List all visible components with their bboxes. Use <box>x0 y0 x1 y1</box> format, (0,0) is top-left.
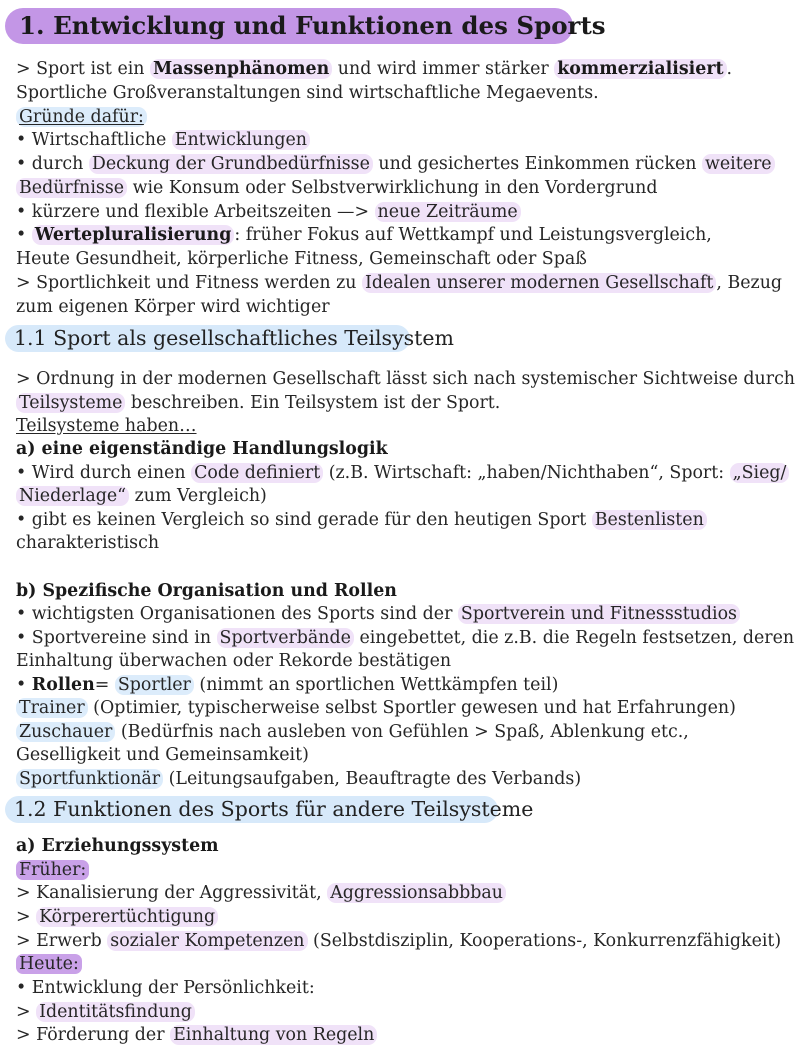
text: > Sport ist ein <box>16 59 151 79</box>
s1-line-16: Geselligkeit und Gemeinsamkeit) <box>16 745 309 765</box>
highlight-term: Einhaltung von Regeln <box>170 1025 377 1045</box>
intro-line-11: zum eigenen Körper wird wichtiger <box>16 297 330 317</box>
s2-line-6 <box>16 953 740 977</box>
highlight-term: Entwicklungen <box>172 130 310 150</box>
highlight-term: Niederlage“ <box>16 486 129 506</box>
intro-line-1 <box>16 58 740 82</box>
text: beschreiben. Ein Teilsystem ist der Sport. <box>125 393 501 413</box>
s1-line-1: > Ordnung in der modernen Gesellschaft lässt sich nach systemischer Sichtweise durch <box>16 369 795 389</box>
s1-line-6 <box>16 485 740 509</box>
s1-line-10 <box>16 603 740 627</box>
intro-line-10 <box>16 272 783 296</box>
text: : früher Fokus auf Wettkampf und Leistungsvergleich, <box>234 225 712 245</box>
intro-line-8 <box>16 224 740 248</box>
s1-line-8: charakteristisch <box>16 533 160 553</box>
text: zum Vergleich) <box>129 486 267 506</box>
text: > <box>16 907 37 927</box>
highlight-term: Identitätsfindung <box>36 1002 195 1022</box>
text: > Förderung der <box>16 1025 171 1045</box>
reasons-label: Gründe dafür: <box>16 107 147 127</box>
highlight-term: „Sieg/ <box>730 463 790 483</box>
highlight-term: Deckung der Grundbedürfnisse <box>89 154 373 174</box>
text: (nimmt an sportlichen Wettkämpfen teil) <box>193 675 559 695</box>
text: • wichtigsten Organisationen des Sports sind der <box>16 604 458 624</box>
s1-line-3 <box>16 415 740 439</box>
highlight-term: kommerzialisiert <box>554 59 726 79</box>
highlight-term: Code definiert <box>191 463 323 483</box>
s1-line-5 <box>16 462 787 486</box>
s2-line-5 <box>16 930 782 954</box>
highlight-term: Idealen unserer modernen Gesellschaft <box>362 273 716 293</box>
text: • Wird durch einen <box>16 463 192 483</box>
highlight-term: Körperertüchtigung <box>36 907 218 927</box>
text: • <box>16 225 32 245</box>
text: • kürzere und flexible Arbeitszeiten —> <box>16 202 375 222</box>
text: • durch <box>16 154 89 174</box>
text: > Kanalisierung der Aggressivität, <box>16 883 328 903</box>
s2-line-3 <box>16 882 740 906</box>
text: = <box>94 675 115 695</box>
text: . <box>726 59 733 79</box>
s1-subheading-a: a) eine eigenständige Handlungslogik <box>16 439 388 459</box>
s2-line-8 <box>16 1001 740 1025</box>
s1-line-14 <box>16 697 740 721</box>
highlight-term: Sportverein und Fitnessstudios <box>458 604 740 624</box>
intro-line-6 <box>16 177 740 201</box>
intro-line-5 <box>16 153 772 177</box>
highlight-term: Massenphänomen <box>150 59 332 79</box>
highlight-term: Teilsysteme <box>16 393 125 413</box>
highlight-term: Bedürfnisse <box>16 178 127 198</box>
s2-line-4 <box>16 906 740 930</box>
heute-label: Heute: <box>16 954 82 974</box>
text: und wird immer stärker <box>332 59 555 79</box>
s1-line-13 <box>16 674 740 698</box>
heading-1: 1. Entwicklung und Funktionen des Sports <box>5 8 573 44</box>
text: > Sportlichkeit und Fitness werden zu <box>16 273 362 293</box>
highlight-term: neue Zeiträume <box>375 202 521 222</box>
highlight-term: Sportfunktionär <box>16 769 163 789</box>
s2-line-2 <box>16 859 740 883</box>
text: • Sportvereine sind in <box>16 628 217 648</box>
highlight-term: Aggressionsabbbau <box>327 883 506 903</box>
intro-line-4 <box>16 129 740 153</box>
highlight-term: Sportler <box>115 675 194 695</box>
intro-line-2: Sportliche Großveranstaltungen sind wirtschaftliche Megaevents. <box>16 83 599 103</box>
text: (Selbstdisziplin, Kooperations-, Konkurrenzfähigkeit) <box>307 931 782 951</box>
highlight-term: weitere <box>702 154 775 174</box>
text: , Bezug <box>716 273 783 293</box>
s1-line-11 <box>16 627 795 651</box>
text: (Optimier, typischerweise selbst Sportler gewesen und hat Erfahrungen) <box>87 698 736 718</box>
text: eingebettet, die z.B. die Regeln festsetzen, deren <box>353 628 795 648</box>
highlight-term: Trainer <box>16 698 88 718</box>
text: • gibt es keinen Vergleich so sind gerade für den heutigen Sport <box>16 510 592 530</box>
highlight-term: Wertepluralisierung <box>32 225 235 245</box>
text: > <box>16 1002 37 1022</box>
intro-line-7 <box>16 201 740 225</box>
frueher-label: Früher: <box>16 860 89 880</box>
intro-line-9: Heute Gesundheit, körperliche Fitness, Gemeinschaft oder Spaß <box>16 249 587 269</box>
roles-term: Rollen <box>31 675 95 695</box>
text: (Bedürfnis nach ausleben von Gefühlen > Spaß, Ablenkung etc., <box>115 722 689 742</box>
heading-1-2: 1.2 Funktionen des Sports für andere Teilsysteme <box>5 796 498 823</box>
s1-line-2 <box>16 392 740 416</box>
s1-subheading-b: b) Spezifische Organisation und Rollen <box>16 581 397 601</box>
intro-line-3 <box>16 106 740 130</box>
text: und gesichertes Einkommen rücken <box>372 154 702 174</box>
text: (z.B. Wirtschaft: „haben/Nichthaben“, Sport: <box>323 463 730 483</box>
s2-subheading-a: a) Erziehungssystem <box>16 836 219 856</box>
highlight-term: Zuschauer <box>16 722 115 742</box>
s1-line-12: Einhaltung überwachen oder Rekorde bestätigen <box>16 651 452 671</box>
s2-line-9 <box>16 1024 740 1048</box>
text: > Erwerb <box>16 931 108 951</box>
highlight-term: sozialer Kompetenzen <box>107 931 307 951</box>
s1-line-15 <box>16 721 740 745</box>
text: (Leitungsaufgaben, Beauftragte des Verbands) <box>163 769 582 789</box>
text: • Wirtschaftliche <box>16 130 172 150</box>
s1-line-17 <box>16 768 740 792</box>
subsystems-label: Teilsysteme haben… <box>16 416 197 436</box>
heading-1-1: 1.1 Sport als gesellschaftliches Teilsystem <box>5 325 410 352</box>
text: • <box>16 675 32 695</box>
s1-line-7 <box>16 509 740 533</box>
text: wie Konsum oder Selbstverwirklichung in den Vordergrund <box>127 178 658 198</box>
s2-line-7: • Entwicklung der Persönlichkeit: <box>16 978 315 998</box>
highlight-term: Bestenlisten <box>592 510 707 530</box>
highlight-term: Sportverbände <box>217 628 354 648</box>
